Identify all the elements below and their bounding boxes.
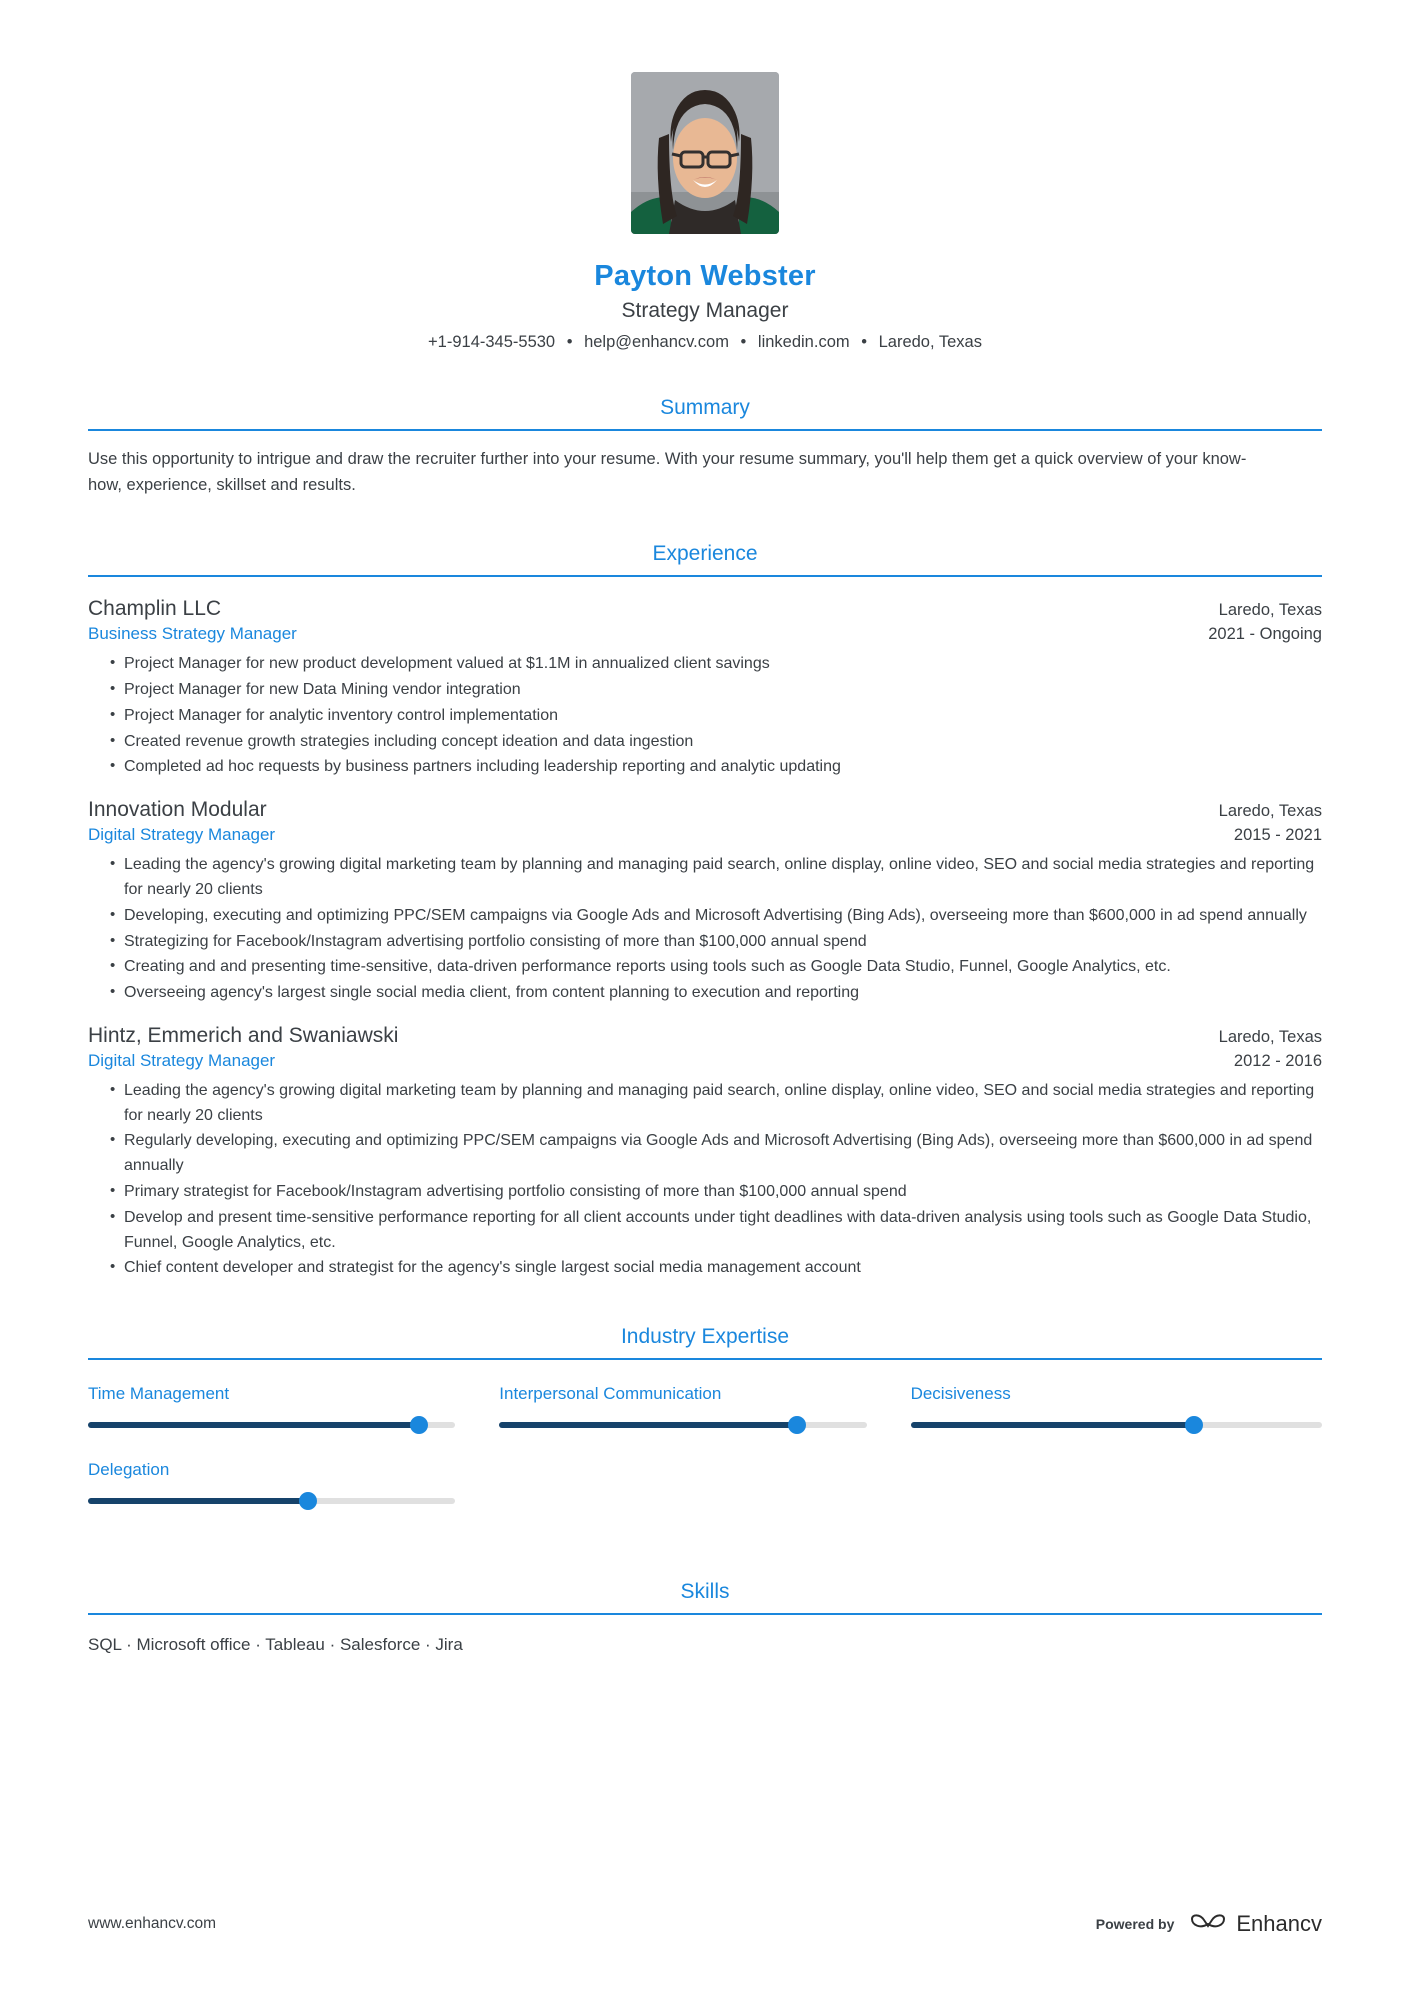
experience-entry	[88, 798, 1322, 1006]
section-title-skills: Skills	[680, 1580, 730, 1604]
contact-separator-icon: •	[566, 333, 573, 351]
list-item: • Leading the agency's growing digital marketing team by planning and managing paid search, online display, online video, SEO and social media strategies and reporting for nearly 20 clients	[110, 853, 1322, 903]
expertise-slider[interactable]	[911, 1416, 1322, 1434]
experience-entry-header	[88, 597, 1322, 621]
list-item: • Creating and and presenting time-sensitive, data-driven performance reports using tools such as Google Data Studio, Funnel, Google Analytics, etc.	[110, 955, 1322, 980]
expertise-slider[interactable]	[499, 1416, 866, 1434]
experience-entry-subheader	[88, 624, 1322, 644]
expertise-label: Decisiveness	[910, 1384, 1011, 1404]
experience-entry-subheader	[88, 825, 1322, 845]
company-name: Champlin LLC	[88, 597, 222, 621]
expertise-item	[88, 1460, 499, 1510]
job-location: Laredo, Texas	[1218, 802, 1322, 821]
job-title: Business Strategy Manager	[88, 624, 297, 644]
skills-text: SQL · Microsoft office · Tableau · Salesforce · Jira	[88, 1635, 463, 1655]
contact-location: Laredo, Texas	[878, 333, 982, 351]
section-title-summary: Summary	[660, 396, 750, 419]
job-location: Laredo, Texas	[1218, 601, 1322, 620]
expertise-label: Interpersonal Communication	[499, 1384, 722, 1404]
section-title-industry-expertise: Industry Expertise	[620, 1325, 790, 1349]
list-item: • Developing, executing and optimizing PPC/SEM campaigns via Google Ads and Microsoft Advertising (Bing Ads), overseeing more than $600,000 in ad spend annually	[110, 904, 1322, 929]
footer-branding	[1096, 1911, 1322, 1937]
job-location: Laredo, Texas	[1218, 1027, 1322, 1046]
contact-separator-icon: •	[861, 333, 867, 351]
industry-expertise-body	[88, 1360, 1322, 1536]
list-item: • Primary strategist for Facebook/Instagram advertising portfolio consisting of more than $100,000 annual spend	[110, 1180, 1322, 1205]
slider-knob[interactable]	[299, 1492, 317, 1510]
slider-fill	[88, 1498, 308, 1504]
summary-body	[88, 431, 1322, 498]
company-name: Innovation Modular	[88, 798, 267, 822]
job-bullet-list	[88, 1079, 1322, 1281]
experience-entry-subheader	[88, 1051, 1322, 1071]
list-item: • Regularly developing, executing and optimizing PPC/SEM campaigns via Google Ads and Microsoft Advertising (Bing Ads), overseeing more than $600,000 in ad spend annually	[110, 1129, 1322, 1179]
list-item: • Created revenue growth strategies including concept ideation and data ingestion	[110, 730, 1322, 755]
job-role-subtitle: Strategy Manager	[621, 299, 789, 322]
brand-name: Enhancv	[1236, 1911, 1322, 1936]
expertise-slider[interactable]	[88, 1416, 455, 1434]
contact-phone: +1-914-345-5530	[428, 333, 556, 351]
job-title: Digital Strategy Manager	[88, 825, 276, 845]
page-title: Payton Webster	[594, 260, 816, 292]
expertise-label: Time Management	[88, 1384, 230, 1404]
list-item: • Overseeing agency's largest single social media client, from content planning to execution and reporting	[110, 981, 1322, 1006]
expertise-grid	[88, 1384, 1322, 1536]
expertise-slider[interactable]	[88, 1492, 455, 1510]
slider-fill	[499, 1422, 796, 1428]
expertise-item	[499, 1384, 910, 1434]
skills-body	[88, 1615, 1322, 1655]
contact-separator-icon: •	[740, 333, 747, 351]
powered-by-label: Powered by	[1095, 1916, 1175, 1932]
expertise-label: Delegation	[88, 1460, 170, 1480]
job-dates: 2012 - 2016	[1233, 1051, 1322, 1070]
list-item: • Completed ad hoc requests by business partners including leadership reporting and analytic updating	[110, 755, 1322, 780]
job-bullet-list	[88, 853, 1322, 1006]
summary-text: Use this opportunity to intrigue and draw the recruiter further into your resume. With your resume summary, you'll help them get a quick overview of your know-how, experience, skillset and results.	[88, 450, 1247, 494]
experience-list	[88, 577, 1322, 1281]
job-bullet-list	[88, 652, 1322, 780]
list-item: • Develop and present time-sensitive performance reporting for all client accounts under tight deadlines with data-driven analysis using tools such as Google Data Studio, Funnel, Google Analytics, etc.	[110, 1206, 1322, 1256]
section-summary	[88, 396, 1322, 498]
slider-fill	[911, 1422, 1195, 1428]
contact-website[interactable]: linkedin.com	[757, 333, 850, 351]
resume-header	[88, 0, 1322, 352]
enhancv-logo-icon	[1188, 1911, 1228, 1937]
job-dates: 2015 - 2021	[1233, 826, 1322, 845]
brand	[1188, 1911, 1322, 1937]
list-item: • Project Manager for analytic inventory control implementation	[110, 704, 1322, 729]
slider-knob[interactable]	[1185, 1416, 1203, 1434]
experience-entry	[88, 597, 1322, 780]
experience-entry-header	[88, 798, 1322, 822]
contact-email: help@enhancv.com	[584, 333, 729, 351]
job-title: Digital Strategy Manager	[88, 1050, 276, 1070]
section-industry-expertise	[88, 1325, 1322, 1536]
slider-knob[interactable]	[410, 1416, 428, 1434]
list-item: • Leading the agency's growing digital marketing team by planning and managing paid search, online display, online video, SEO and social media strategies and reporting for nearly 20 clients	[110, 1079, 1322, 1129]
avatar-photo	[631, 72, 779, 234]
section-experience	[88, 542, 1322, 1281]
footer-url[interactable]: www.enhancv.com	[88, 1915, 217, 1932]
company-name: Hintz, Emmerich and Swaniawski	[88, 1023, 399, 1047]
section-skills	[88, 1580, 1322, 1655]
list-item: • Project Manager for new product development valued at $1.1M in annualized client savings	[110, 652, 1322, 677]
list-item: • Strategizing for Facebook/Instagram advertising portfolio consisting of more than $100,000 annual spend	[110, 930, 1322, 955]
slider-knob[interactable]	[788, 1416, 806, 1434]
slider-fill	[88, 1422, 419, 1428]
experience-entry	[88, 1024, 1322, 1281]
expertise-item	[911, 1384, 1322, 1434]
page-footer	[88, 1911, 1322, 1937]
expertise-item	[88, 1384, 499, 1434]
job-dates: 2021 - Ongoing	[1208, 625, 1322, 644]
list-item: • Project Manager for new Data Mining vendor integration	[110, 678, 1322, 703]
avatar	[631, 72, 779, 234]
contact-line	[88, 333, 1322, 352]
experience-entry-header	[88, 1024, 1322, 1048]
list-item: • Chief content developer and strategist for the agency's single largest social media management account	[110, 1256, 1322, 1281]
section-title-experience: Experience	[652, 542, 758, 566]
